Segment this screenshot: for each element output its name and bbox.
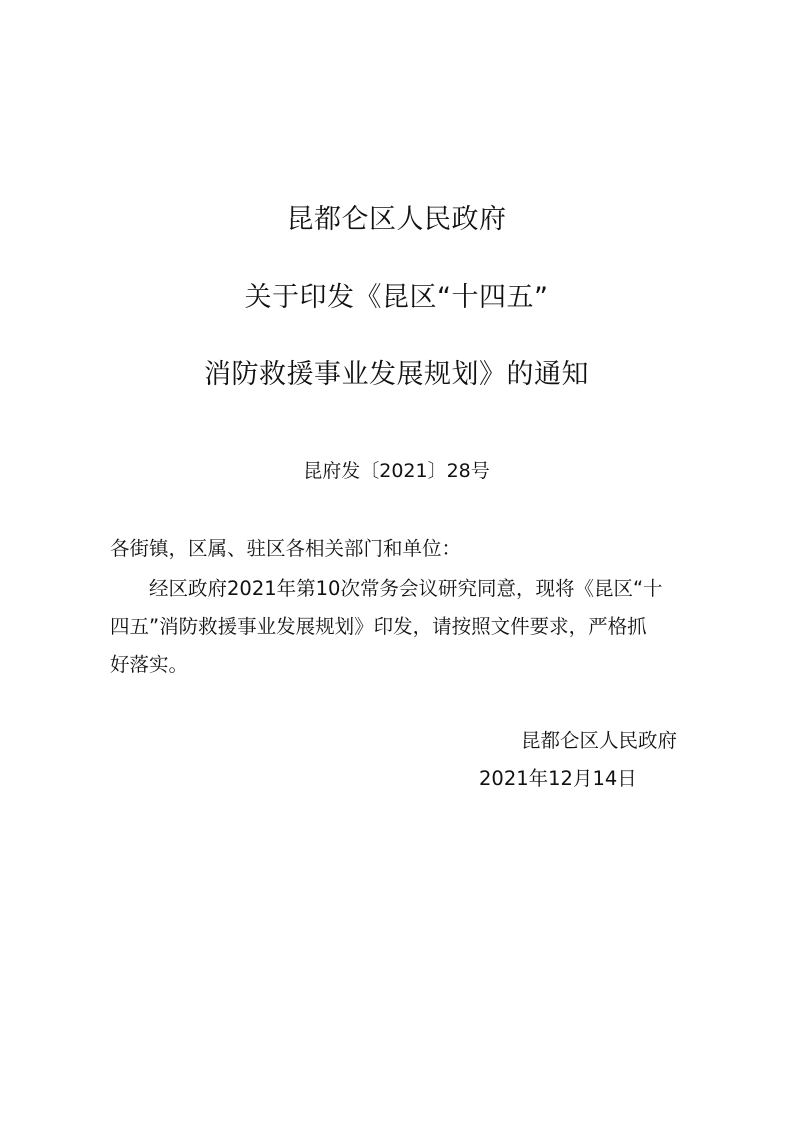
signature-date: 2021年12月14日 — [479, 767, 637, 790]
salutation: 各街镇，区属、驻区各相关部门和单位： — [110, 537, 462, 560]
document-number: 昆府发〔2021〕28号 — [303, 460, 490, 482]
body-paragraph-line-3: 好落实。 — [110, 653, 189, 676]
document-title-line-2: 关于印发《昆区“十四五” — [244, 282, 549, 313]
document-title-line-1: 昆都仑区人民政府 — [286, 204, 507, 235]
body-paragraph-line-1: 经区政府2021年第10次常务会议研究同意，现将《昆区“十 — [149, 577, 663, 600]
body-paragraph-line-2: 四五”消防救援事业发展规划》印发，请按照文件要求，严格抓 — [110, 615, 647, 638]
signature-organization: 昆都仑区人民政府 — [521, 729, 678, 752]
document-title-line-3: 消防救援事业发展规划》的通知 — [204, 359, 589, 390]
